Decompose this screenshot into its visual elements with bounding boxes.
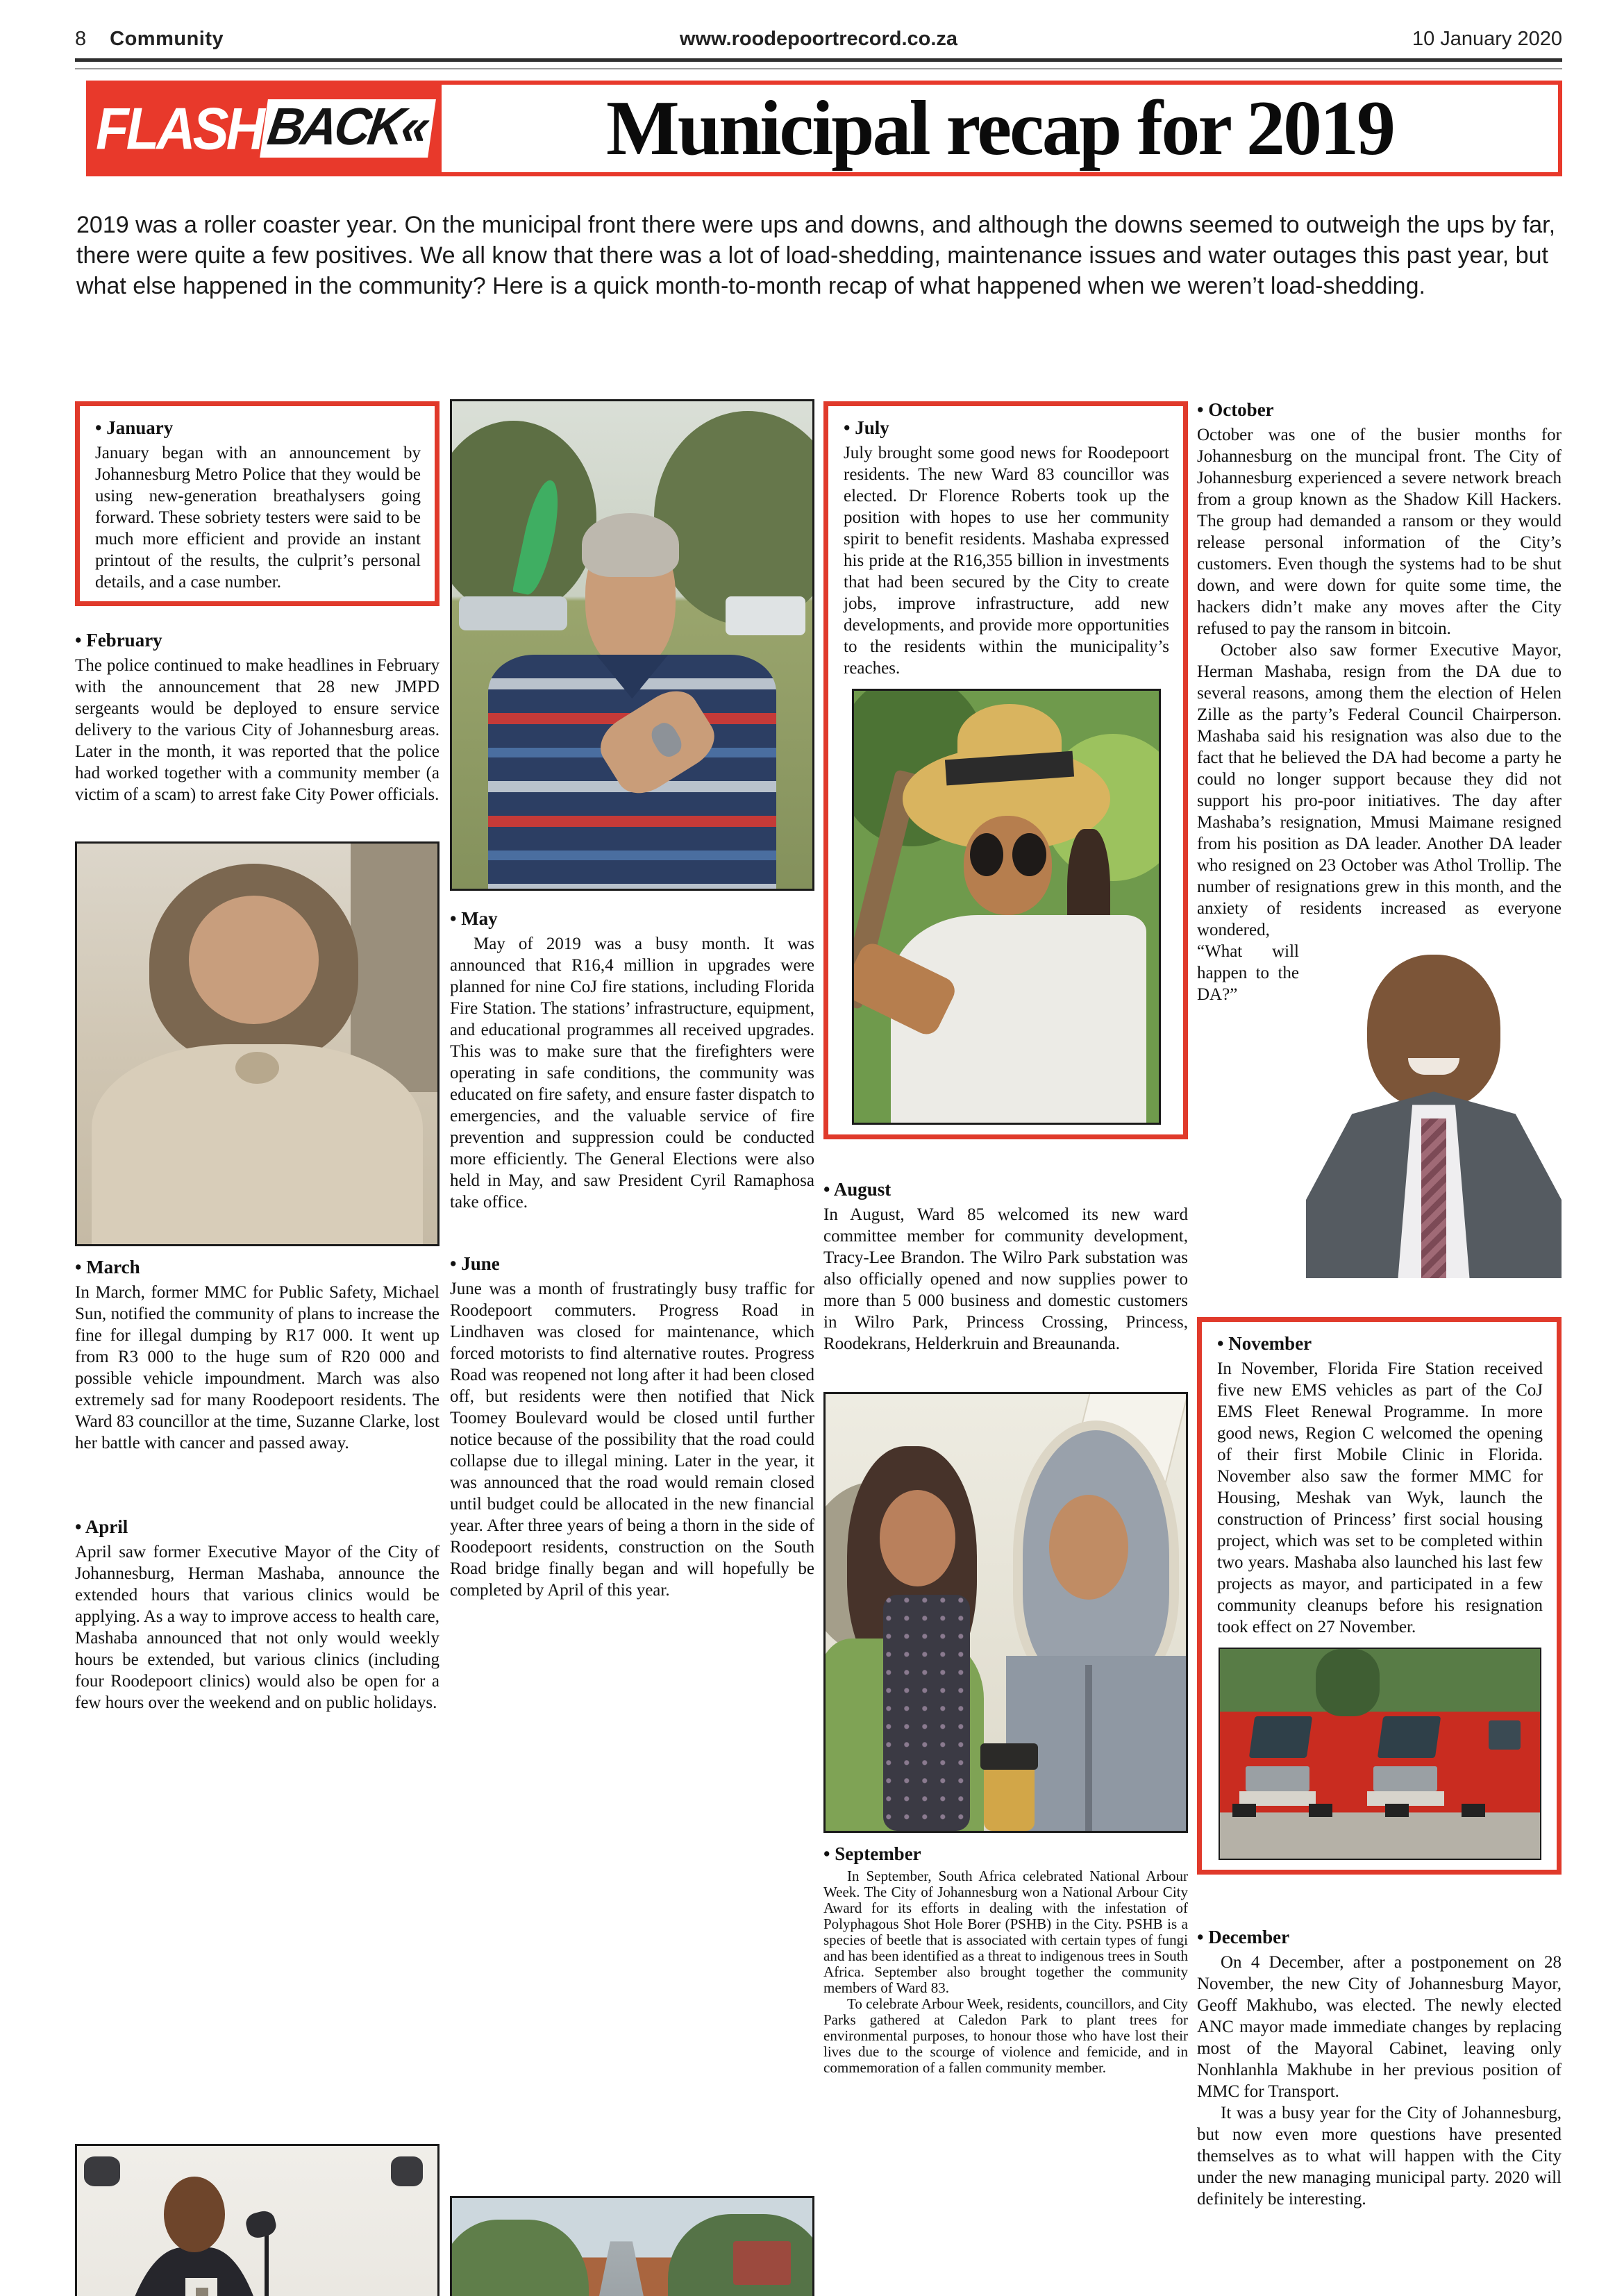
- article-headline: Municipal recap for 2019: [605, 85, 1394, 171]
- section-december: [1197, 1927, 1562, 2210]
- month-title-july: • July: [844, 417, 889, 438]
- necklace: [235, 1052, 278, 1084]
- month-body-october-1: October was one of the busier months for Johannesburg on the muncipal front. The City of Johannesburg experienced a severe network breach from a group known as the Shadow Kill Hackers. The group had demanded a ransom or they would release personal information of the City’s customers. Even though the systems had to be shut down, and were down for quite some time, the hackers didn’t make any moves after the City refused to pay the ransom in bitcoin.: [1197, 426, 1562, 638]
- masthead: [75, 28, 1562, 51]
- wheels: [1232, 1804, 1527, 1816]
- month-body-september-2: To celebrate Arbour Week, residents, councillors, and City Parks gathered at Caledon Park to plant trees for environmental purposes, to honour those who have lost their lives due to the scourge of violence and femicide, and in commemoration of a fallen community member.: [823, 1995, 1188, 2076]
- tent-corner-right: [391, 2156, 424, 2187]
- photo-man-at-podium: [75, 2144, 440, 2296]
- flashback-banner: [86, 81, 1562, 176]
- month-body-february: The police continued to make headlines in February with the announcement that 28 new JMPD sergeants would be deployed to ensure service delivery to the various City of Johannesburg areas. Later in the month, it was reported that the police had worked together with a community member (a victim of a scam) to arrest fake City Power officials.: [75, 656, 440, 804]
- coat-zipper: [1085, 1665, 1092, 1831]
- tree-shadow: [1316, 1649, 1380, 1716]
- photo-fire-trucks: [1219, 1648, 1541, 1860]
- parked-cars: [459, 596, 567, 630]
- month-body-november: In November, Florida Fire Station received five new EMS vehicles as part of the CoJ EMS Fleet Renewal Programme. In more good news, Region C welcomed the opening of their first Mobile Clinic in Florida. November also saw the former MMC for Housing, Meshak van Wyk, launch the construction of Princess’ first social housing project, which was set to be completed within two years. Mashaba also launched his last few projects as mayor, and participated in a few community cleanups before his resignation took effect on 27 November.: [1217, 1359, 1543, 1636]
- month-title-january: • January: [95, 417, 174, 438]
- section-july: [823, 401, 1188, 1139]
- tie: [1421, 1118, 1447, 1278]
- flashback-logo-flash: FLASH: [95, 94, 262, 162]
- head: [1367, 955, 1500, 1108]
- month-body-december-2: It was a busy year for the City of Johannesburg, but now even more questions have presented themselves as to what will happen with the City under the new managing municipal party. 2020 will definitely be interesting.: [1197, 2104, 1562, 2209]
- photo-woman-portrait: [75, 841, 440, 1246]
- month-title-june: • June: [450, 1253, 500, 1274]
- column-3: [823, 396, 1188, 2296]
- truck2-windshield: [1377, 1716, 1440, 1758]
- section-march: [75, 1257, 440, 1454]
- house-roof: [733, 2241, 791, 2284]
- section-june: [450, 1253, 814, 1601]
- month-body-march: In March, former MMC for Public Safety, Michael Sun, notified the community of plans to increase the fine for illegal dumping by R17 000. It went up from R3 000 to the huge sum of R20 000 and possible vehicle impoundment. March was also extremely sad for many Roodepoort residents. The Ward 83 councillor at the time, Suzanne Clarke, lost her battle with cancer and passed away.: [75, 1283, 440, 1452]
- parked-van: [726, 596, 805, 635]
- sunglasses-right: [1012, 833, 1046, 876]
- photo-road-construction: [450, 2196, 814, 2296]
- month-body-april: April saw former Executive Mayor of the City of Johannesburg, Herman Mashaba, announce the extended hours that various clinics would be applying. As a way to improve access to health care, Mashaba announced that not only would weekly hours be extended, but various clinics (including four Roodepoort clinics) would also be open for a few hours over the weekend and on public holidays.: [75, 1543, 440, 1712]
- month-title-october: • October: [1197, 399, 1274, 420]
- truck2-grille: [1373, 1766, 1437, 1791]
- column-2: [450, 396, 814, 2296]
- photo-man-thumbs-up: [450, 399, 814, 891]
- doorway: [351, 844, 437, 1092]
- truck1-windshield: [1249, 1716, 1312, 1758]
- month-title-april: • April: [75, 1516, 128, 1537]
- column-4: [1197, 396, 1562, 2296]
- face: [189, 896, 319, 1024]
- month-body-june: June was a month of frustratingly busy traffic for Roodepoort commuters. Progress Road in Lindhaven was closed for maintenance, which forced motorists to find alternative routes. Progress Road was reopened not long after it had been closed off, but residents were then notified that Nick Toomey Boulevard would be closed until further notice because of the possibility that the road could collapse due to illegal mining. Later in the year, it was announced that the road would remain closed until budget could be allocated in the new financial year. After three years of being a thorn in the side of Roodepoort residents, construction on the South Road bridge finally began and will hopefully be completed by April of this year.: [450, 1280, 814, 1600]
- photo-two-women: [823, 1392, 1188, 1833]
- left-woman-face: [880, 1490, 955, 1586]
- month-title-november: • November: [1217, 1333, 1312, 1354]
- tie: [196, 2288, 208, 2296]
- flashback-logo: [86, 81, 442, 176]
- section-february: [75, 630, 440, 805]
- grey-hair: [582, 513, 679, 576]
- month-title-february: • February: [75, 630, 162, 651]
- month-body-may: May of 2019 was a busy month. It was announced that R16,4 million in upgrades were planned for nine CoJ fire stations, including Florida Fire Station. The stations’ infrastructure, equipment, and educational programmes all received upgrades. This was to make sure that the firefighters were operating in safe conditions, the community was educated on fire safety, and ensure faster dispatch to emergencies, and the valuable service of fire prevention and suppression could be conducted more efficiently. The General Elections were also held in May, and saw President Cyril Ramaphosa take office.: [450, 935, 814, 1212]
- coffee-cup-lid: [980, 1743, 1038, 1770]
- section-title: Community: [110, 28, 224, 50]
- flashback-logo-back: BACK«: [260, 99, 436, 158]
- tent-corner-left: [84, 2156, 120, 2187]
- month-body-december-1: On 4 December, after a postponement on 28 November, the new City of Johannesburg Mayor, Geoff Makhubo, was elected. The newly elected ANC mayor made immediate changes by replacing most of the Mayoral Cabinet, leaving only Nonhlanhla Makhube in her previous position of MMC for Transport.: [1197, 1953, 1562, 2101]
- month-body-october-2: October also saw former Executive Mayor, Herman Mashaba, resign from the DA due to several reasons, among them the election of Helen Zille as the party’s Federal Council Chairperson. Mashaba said his resignation was also due to the fact that he believed the DA had become a party he could no longer support because they did not support his pro-poor initiatives. The day after Mashaba’s resignation, Mmusi Maimane resigned from his position as DA leader. Another DA leader who resigned on 23 October was Athol Trollip. The number of resignations grew in this month, and the anxiety of residents increased as everyone wondered,: [1197, 641, 1562, 939]
- month-title-may: • May: [450, 908, 498, 929]
- section-october: [1197, 399, 1562, 1281]
- month-title-december: • December: [1197, 1927, 1290, 1947]
- month-body-october-3: “What will happen to the DA?”: [1197, 942, 1299, 1004]
- month-title-march: • March: [75, 1257, 140, 1277]
- left-woman-scarf: [883, 1595, 970, 1831]
- headline-box: [442, 81, 1562, 176]
- section-september: [823, 1843, 1188, 2076]
- intro-paragraph: 2019 was a roller coaster year. On the municipal front there were ups and downs, and although the downs seemed to outweigh the ups by far, there were quite a few positives. We all know that there was a lot of load-shedding, maintenance issues and water outages this past year, but what else happened in the community? Here is a quick month-to-month recap of what happened when we weren’t load-shedding.: [76, 212, 1556, 299]
- issue-date: 10 January 2020: [1412, 28, 1562, 50]
- photo-woman-planting: [852, 689, 1161, 1125]
- october-wrap: [1197, 941, 1562, 1005]
- column-1: [75, 396, 440, 2296]
- masthead-rule: [75, 58, 1562, 69]
- section-april: [75, 1516, 440, 1713]
- month-body-september-1: In September, South Africa celebrated National Arbour Week. The City of Johannesburg won a National Arbour City Award for its efforts in dealing with the infestation of Polyphagous Shot Hole Borer (PSHB) in the City. PSHB is a species of beetle that is associated with certain types of fungi and has been identified as a threat to indigenous trees in South Africa. September also brought together the community members of Ward 83.: [823, 1868, 1188, 1996]
- section-august: [823, 1179, 1188, 1355]
- head: [164, 2177, 225, 2252]
- section-november: [1197, 1317, 1562, 1875]
- mic-stand: [265, 2227, 269, 2296]
- photo-mashaba-portrait: [1306, 945, 1562, 1278]
- section-january: [75, 401, 440, 606]
- page-number: 8: [75, 28, 87, 50]
- truck3-window: [1489, 1720, 1521, 1750]
- section-may: [450, 908, 814, 1213]
- website-url: www.roodepoortrecord.co.za: [679, 28, 958, 50]
- month-body-january: January began with an announcement by Johannesburg Metro Police that they would be using new-generation breathalysers going forward. These sobriety testers were said to be much more efficient and provide an instant printout of the results, the culprit’s personal details, and a case number.: [95, 444, 421, 592]
- month-body-august: In August, Ward 85 welcomed its new ward committee member for community development, Tracy-Lee Brandon. The Wilro Park substation was also officially opened and now supplies power to more than 5 000 business and domestic customers in Wilro Park, Princess Crossing, Princess, Roodekrans, Helderkruin and Breaunanda.: [823, 1205, 1188, 1353]
- right-woman-face: [1049, 1495, 1128, 1600]
- month-title-august: • August: [823, 1179, 891, 1200]
- truck1-grille: [1246, 1766, 1309, 1791]
- masthead-left: [75, 28, 436, 51]
- month-body-july: July brought some good news for Roodepoort residents. The new Ward 83 councillor was elected. Dr Florence Roberts took up the position with hopes to use her community spirit to benefit residents. Mashaba expressed his pride at the R16,355 billion in investments that had been secured by the City to create jobs, improve infrastructure, add new developments, and provide more opportunities to the residents within the municipality’s reaches.: [844, 444, 1169, 678]
- month-title-september: • September: [823, 1843, 921, 1864]
